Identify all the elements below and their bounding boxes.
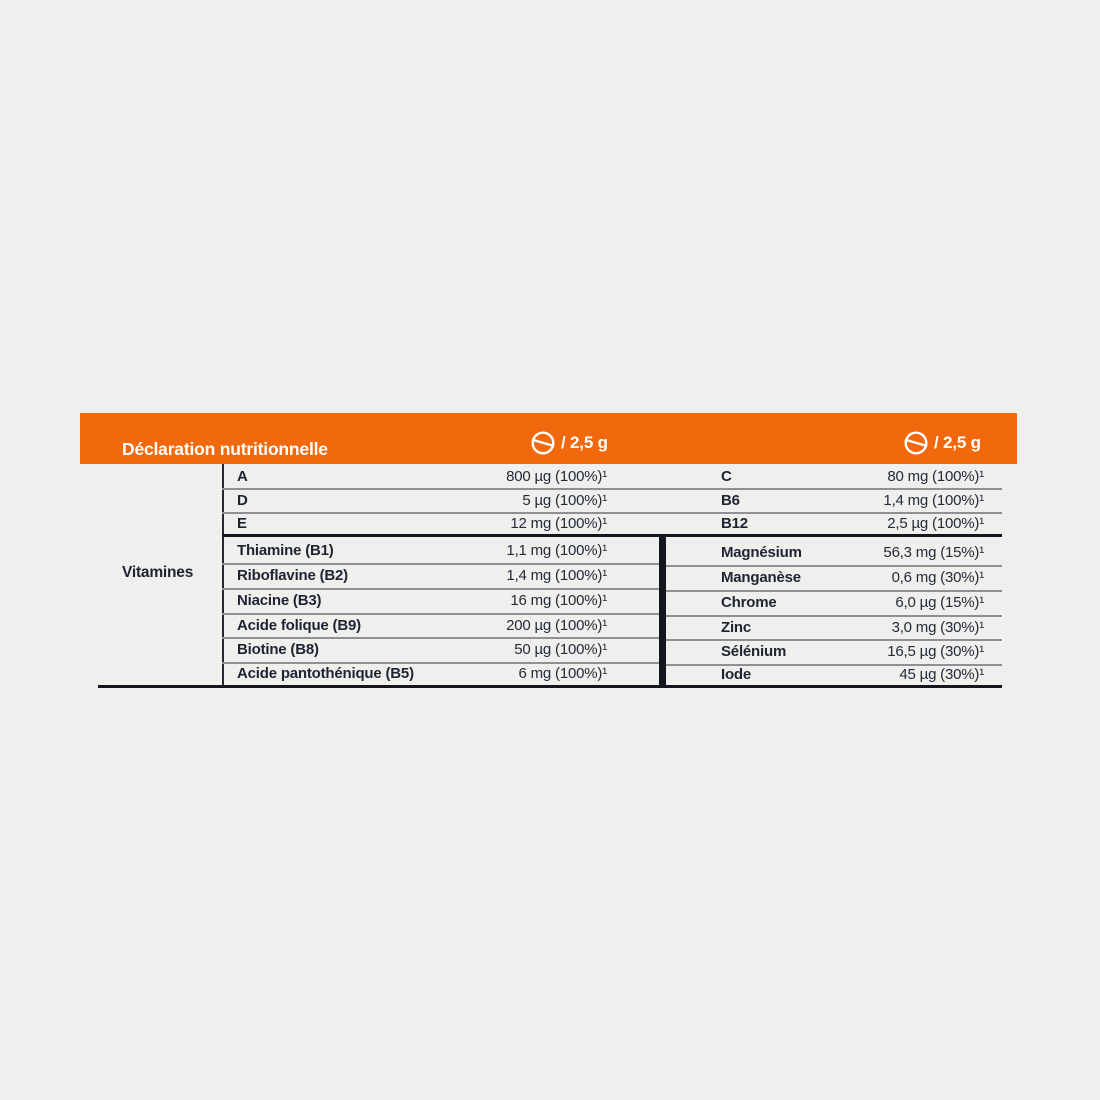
nutrient-value: 12 mg (100%)¹ (510, 514, 607, 532)
table-row (666, 488, 1002, 512)
table-row (666, 540, 1002, 565)
nutrient-value: 1,4 mg (100%)¹ (506, 567, 607, 584)
table-row (222, 588, 656, 613)
table-row (666, 464, 1002, 488)
nutrient-label: Chrome (721, 594, 777, 611)
nutrient-value: 1,4 mg (100%)¹ (883, 491, 984, 509)
nutrient-label: E (237, 514, 247, 532)
table-row (666, 639, 1002, 664)
table-row (222, 538, 656, 563)
nutrient-value: 1,1 mg (100%)¹ (506, 542, 607, 559)
nutrient-value: 3,0 mg (30%)¹ (891, 618, 984, 636)
serving-size-right (903, 430, 981, 456)
table-row (222, 563, 656, 588)
table-row (222, 464, 656, 488)
serving-size-label: / 2,5 g (561, 433, 608, 452)
nutrient-label: C (721, 467, 732, 485)
nutrient-value: 80 mg (100%)¹ (887, 467, 984, 485)
nutrient-value: 16 mg (100%)¹ (510, 592, 607, 609)
nutrient-value: 45 µg (30%)¹ (899, 666, 984, 683)
nutrient-value: 200 µg (100%)¹ (506, 616, 607, 634)
nutrient-label: A (237, 467, 248, 485)
table-row (222, 613, 656, 637)
tablet-icon (903, 430, 929, 456)
nutrient-label: Niacine (B3) (237, 592, 322, 609)
table-row (666, 615, 1002, 639)
nutrient-value: 50 µg (100%)¹ (514, 641, 607, 658)
nutrient-value: 56,3 mg (15%)¹ (883, 544, 984, 561)
table-row (666, 512, 1002, 534)
table-row (222, 662, 656, 685)
table-row (222, 512, 656, 534)
nutrient-label: Sélénium (721, 643, 787, 660)
serving-size-label: / 2,5 g (934, 433, 981, 452)
nutrient-label: Magnésium (721, 544, 802, 561)
table-center-divider (659, 534, 666, 688)
table-bottom-border (98, 685, 1002, 688)
nutrient-value: 6,0 µg (15%)¹ (895, 594, 984, 611)
table-row (666, 664, 1002, 685)
table-row (222, 637, 656, 662)
nutrition-declaration-panel (80, 413, 1017, 693)
nutrient-label: Manganèse (721, 569, 801, 586)
nutrient-label: Acide folique (B9) (237, 616, 361, 634)
section-label-vitamines: Vitamines (122, 564, 194, 581)
nutrient-label: B6 (721, 491, 740, 509)
grid-line-thick (222, 534, 1002, 537)
table-row (222, 488, 656, 512)
tablet-icon (530, 430, 556, 456)
nutrient-value: 5 µg (100%)¹ (522, 491, 607, 509)
header-bar (80, 413, 1017, 464)
nutrient-value: 800 µg (100%)¹ (506, 467, 607, 485)
nutrient-value: 16,5 µg (30%)¹ (887, 643, 984, 660)
serving-size-left (530, 430, 608, 456)
nutrient-label: Zinc (721, 618, 752, 636)
nutrient-label: Iode (721, 666, 752, 683)
table-row (666, 565, 1002, 590)
nutrient-label: Riboflavine (B2) (237, 567, 348, 584)
nutrient-value: 0,6 mg (30%)¹ (891, 569, 984, 586)
nutrient-label: B12 (721, 514, 748, 532)
nutrient-label: Biotine (B8) (237, 641, 319, 658)
nutrient-label: Thiamine (B1) (237, 542, 334, 559)
nutrient-value: 6 mg (100%)¹ (518, 665, 607, 682)
nutrient-value: 2,5 µg (100%)¹ (887, 514, 984, 532)
table-row (666, 590, 1002, 615)
nutrient-label: Acide pantothénique (B5) (237, 665, 414, 682)
nutrient-label: D (237, 491, 248, 509)
page-title: Déclaration nutritionnelle (122, 439, 328, 459)
